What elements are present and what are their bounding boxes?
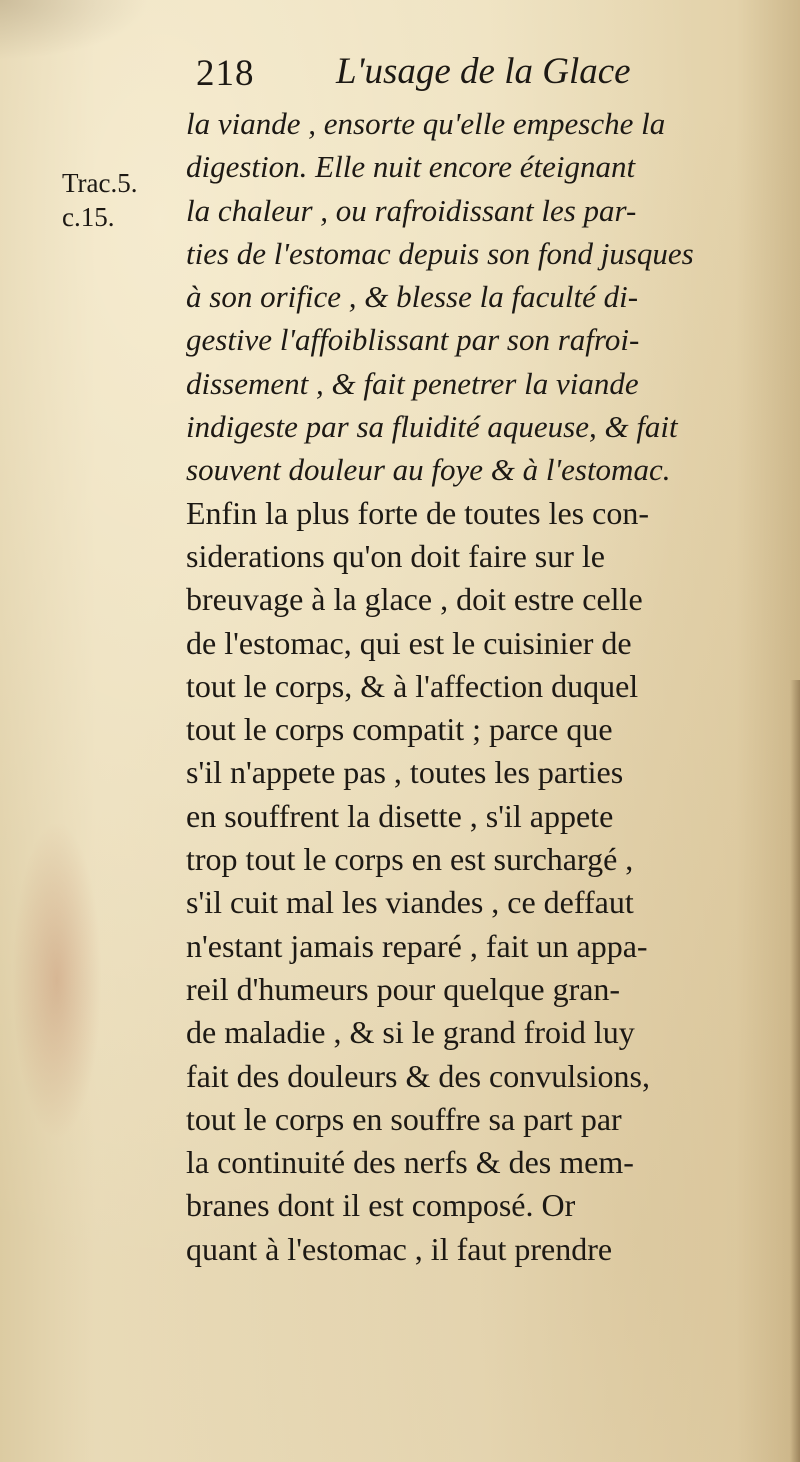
text-line: indigeste par sa fluidité aqueuse, & fait — [186, 409, 678, 445]
running-title: L'usage de la Glace — [336, 51, 631, 92]
page-corner-shadow — [0, 0, 150, 60]
margin-note-line: Trac.5. — [62, 168, 138, 198]
text-line: reil d'humeurs pour quelque gran- — [186, 970, 621, 1007]
text-line: trop tout le corps en est surchargé , — [186, 841, 634, 878]
text-line: la viande , ensorte qu'elle empesche la — [186, 106, 666, 141]
paper-stain — [12, 820, 102, 1140]
italic-passage — [186, 102, 766, 492]
margin-note-line: c.15. — [62, 202, 115, 232]
text-line: tout le corps compatit ; parce que — [186, 711, 613, 748]
text-line: branes dont il est composé. Or — [186, 1187, 576, 1224]
roman-passage — [186, 492, 766, 1271]
text-line: Enfin la plus forte de toutes les con- — [186, 494, 649, 531]
page-number: 218 — [196, 53, 255, 94]
page-edge-shadow — [790, 680, 800, 1462]
text-line: siderations qu'on doit faire sur le — [186, 537, 605, 574]
text-line: à son orifice , & blesse la faculté di- — [186, 279, 639, 315]
text-line: tout le corps, & à l'affection duquel — [186, 667, 639, 704]
text-line: s'il n'appete pas , toutes les parties — [186, 754, 624, 791]
text-line: de maladie , & si le grand froid luy — [186, 1014, 635, 1051]
text-line: s'il cuit mal les viandes , ce deffaut — [186, 884, 634, 921]
text-line: de l'estomac, qui est le cuisinier de — [186, 624, 632, 661]
body-text — [186, 102, 766, 1271]
page-header — [196, 50, 756, 100]
text-line: tout le corps en souffre sa part par — [186, 1100, 622, 1137]
text-line: digestion. Elle nuit encore éteignant — [186, 149, 636, 185]
text-line: n'estant jamais reparé , fait un appa- — [186, 927, 648, 964]
text-line: fait des douleurs & des convulsions, — [186, 1057, 650, 1094]
text-line: quant à l'estomac , il faut prendre — [186, 1230, 613, 1267]
text-line: souvent douleur au foye & à l'estomac. — [186, 452, 671, 488]
text-line: la chaleur , ou rafroidissant les par- — [186, 192, 637, 228]
text-line: breuvage à la glace , doit estre celle — [186, 581, 643, 618]
text-line: dissement , & fait penetrer la viande — [186, 365, 639, 401]
text-line: la continuité des nerfs & des mem- — [186, 1144, 634, 1181]
text-line: en souffrent la disette , s'il appete — [186, 797, 614, 834]
margin-note — [62, 166, 138, 234]
text-line: ties de l'estomac depuis son fond jusques — [186, 235, 694, 271]
text-line: gestive l'affoiblissant par son rafroi- — [186, 322, 640, 358]
